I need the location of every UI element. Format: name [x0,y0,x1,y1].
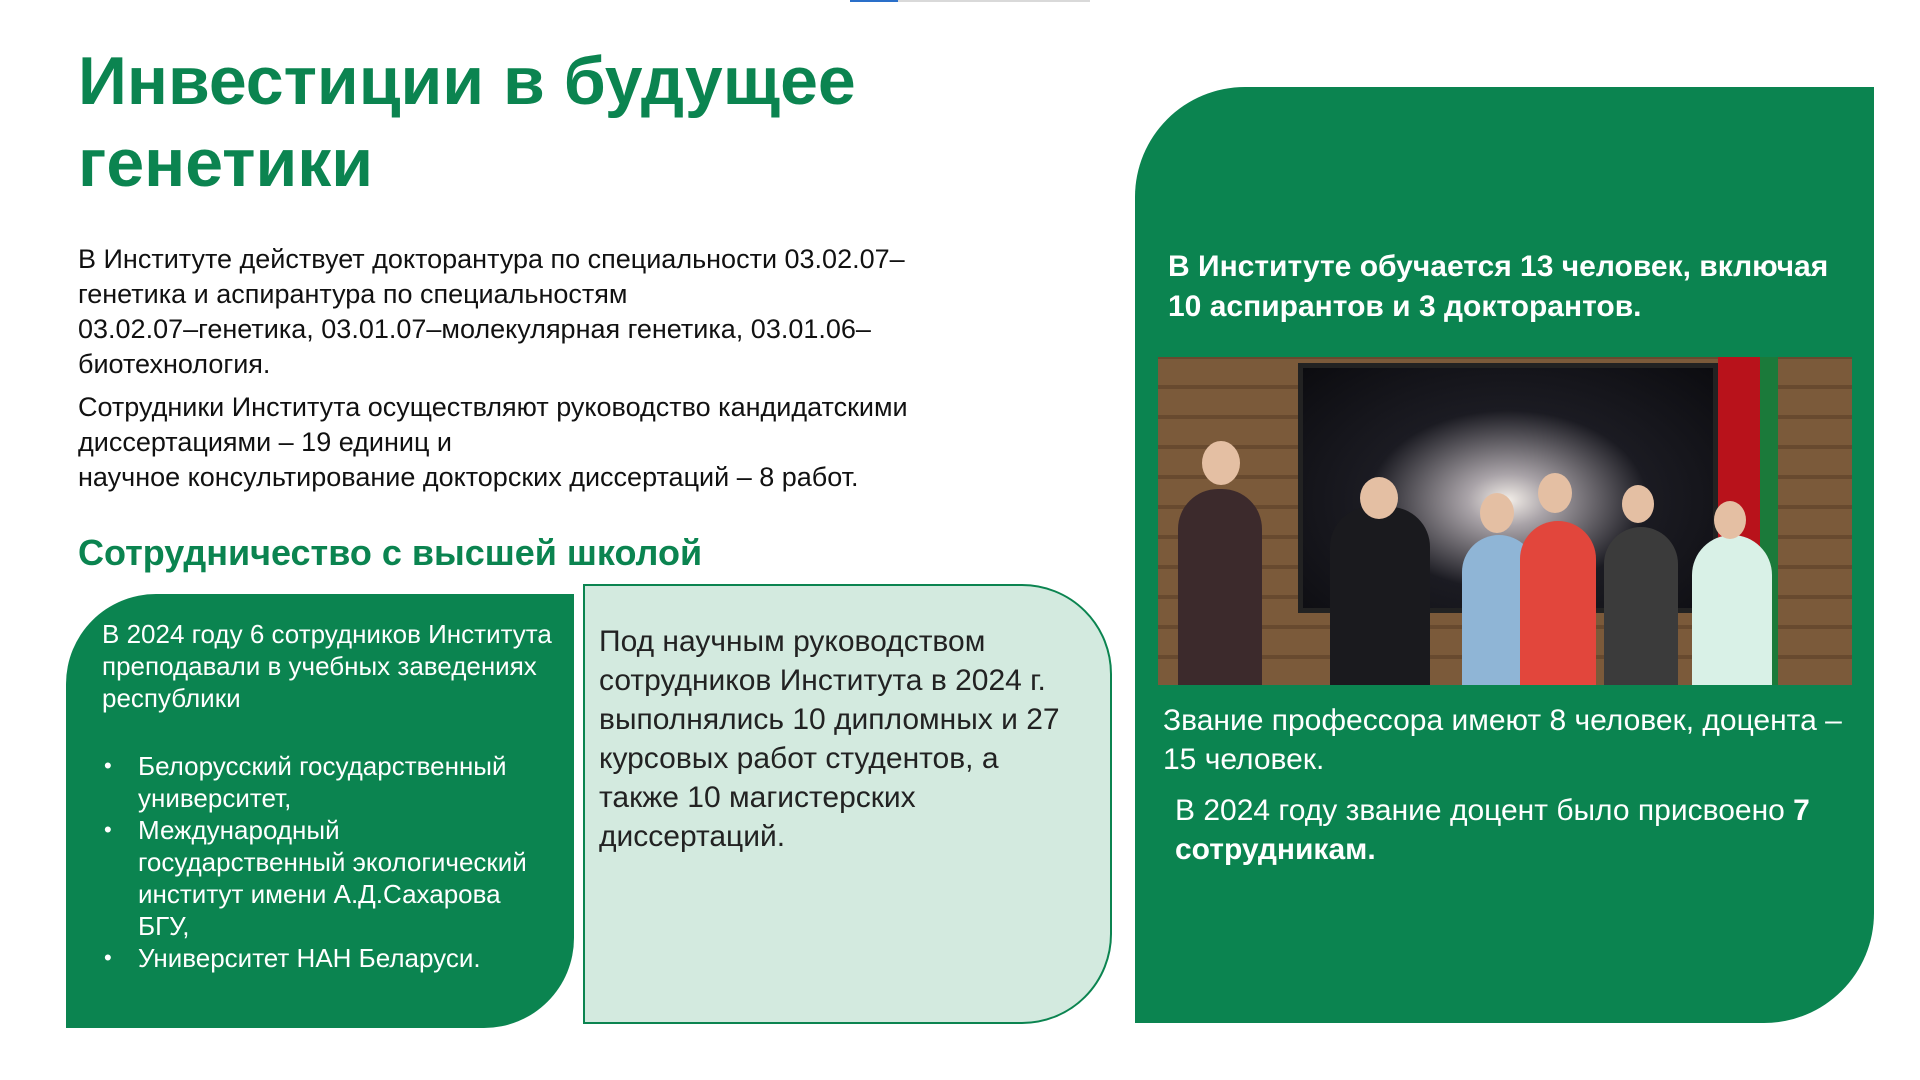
teaching-card [66,594,574,1028]
top-accent-line [850,0,1090,2]
university-list-item: • Университет НАН Беларуси. [138,942,554,974]
university-list [102,750,554,974]
intro-p1-line4: биотехнология. [78,349,271,379]
award-ceremony-photo [1158,357,1852,685]
intro-p2-line2: диссертациями – 19 единиц и [78,427,453,457]
intro-p1-line3: 03.02.07–генетика, 03.01.07–молекулярная генетика, 03.01.06– [78,314,871,344]
photo-person [1520,521,1596,685]
photo-person-head [1714,501,1746,539]
photo-person [1692,535,1772,685]
photo-person [1330,507,1430,685]
intro-p1-line1: В Институте действует докторантура по специальности 03.02.07– [78,244,905,274]
docent-award-count: 7 сотрудникам. [1175,794,1810,866]
photo-person [1178,489,1262,685]
photo-person-head [1202,441,1240,485]
intro-p2-line1: Сотрудники Института осуществляют руководство кандидатскими [78,392,908,422]
page-title: Инвестиции в будущее генетики [78,43,856,201]
students-headline: В Институте обучается 13 человек, включая 10 аспирантов и 3 докторантов. [1168,250,1829,323]
teaching-card-lead: В 2024 году 6 сотрудников Института преподавали в учебных заведениях республики [102,619,552,713]
docent-award-text [1175,791,1855,869]
intro-paragraph-2 [78,390,1018,495]
university-list-item: • Международный государственный экологический институт имени А.Д.Сахарова БГУ, [138,814,554,942]
photo-person-head [1480,493,1514,533]
photo-person-head [1360,477,1398,519]
professor-count-text: Звание профессора имеют 8 человек, доцента – 15 человек. [1163,704,1842,776]
photo-person-head [1622,485,1654,523]
supervision-card [583,584,1112,1024]
intro-paragraph-1 [78,242,1018,382]
photo-person-head [1538,473,1572,513]
docent-award-lead: В 2024 году звание доцент было присвоено [1175,794,1794,827]
intro-text [78,242,1018,503]
intro-p2-line3: научное консультирование докторских диссертаций – 8 работ. [78,462,859,492]
top-accent-segment [850,0,898,2]
intro-p1-line2: генетика и аспирантура по специальностям [78,279,628,309]
section-subheading: Сотрудничество с высшей школой [78,532,703,573]
photo-person [1604,527,1678,685]
supervision-card-text: Под научным руководством сотрудников Института в 2024 г. выполнялись 10 дипломных и 27 курсовых работ студентов, а также 10 магистерских диссертаций. [599,625,1060,853]
university-list-item: • Белорусский государственный университет, [138,750,554,814]
students-card [1135,87,1874,1023]
